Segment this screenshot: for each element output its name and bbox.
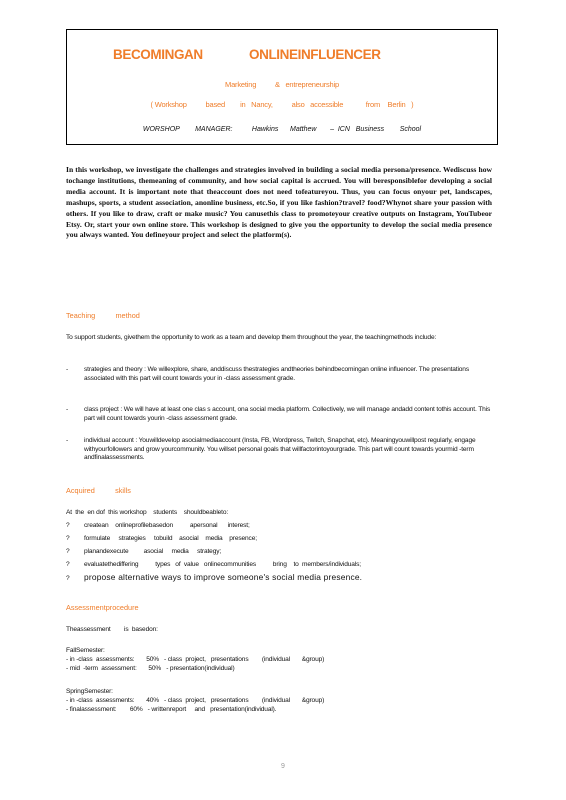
spring-assessment-line: - finalassessment: 60% - writtenreport and presentation(individual). (66, 706, 277, 713)
skill-text: formulate strategies tobuild asocial media presence; (84, 535, 257, 542)
spring-semester-title: SpringSemester: (66, 688, 113, 695)
skill-item (66, 561, 361, 570)
workshop-header-box (66, 29, 498, 145)
bullet-mark: ? (66, 561, 70, 568)
bullet-dash: - (66, 366, 69, 373)
assessment-basis: Theassessment is basedon: (66, 626, 158, 633)
bullet-text: individual account : Youwilldevelop asocialmediaaccount (Insta, FB, Wordpress, Twitch, Snapchat, etc). Meaningyouwillpost regularly, engage withyourfollowers and grow yourcommunity. You willset personal goals that willfactorintoyourgrade. This part will count towards yourmid -term andfinalassessments. (84, 437, 476, 461)
bullet-mark: ? (66, 522, 70, 529)
workshop-manager: WORSHOP MANAGER: Hawkins Matthew – ICN Business School (142, 126, 422, 133)
skill-text: propose alternative ways to improve someone's social media presence. (84, 572, 363, 582)
fall-assessment-line: - in -class assessments: 50% - class project, presentations (individual &group) (66, 656, 325, 663)
skills-intro: At the en dof this workshop students shouldbeableto: (66, 509, 229, 516)
page-number: 9 (281, 763, 285, 770)
skill-text: evaluatethediffering types of value onlinecommunities bring to members/individuals; (84, 561, 361, 568)
bullet-dash: - (66, 406, 69, 413)
bullet-mark: ? (66, 575, 70, 582)
skill-item (66, 548, 221, 557)
skill-text: createan onlineprofilebasedon apersonal interest; (84, 522, 250, 529)
workshop-title (113, 47, 453, 63)
teaching-intro: To support students, givethem the opportunity to work as a team and develop them throughout the year, the teachingmethods include: (66, 334, 437, 341)
acquired-skills-heading: Acquired skills (66, 486, 131, 495)
fall-assessment-line: - mid -term assessment: 50% - presentation(individual) (66, 665, 235, 672)
bullet-mark: ? (66, 535, 70, 542)
skill-item (66, 573, 362, 584)
fall-semester-title: FallSemester: (66, 647, 105, 654)
teaching-bullet-strategies (66, 366, 492, 383)
bullet-text: strategies and theory : We willexplore, share, anddiscuss thestrategies andtheories behindbecomingan online influencer. The presentations associated with this part will count towards your in -class assessment grade. (84, 366, 469, 382)
title-part-1: BECOMINGAN (113, 47, 203, 62)
title-part-2: ONLINEINFLUENCER (249, 47, 381, 62)
teaching-method-heading: Teaching method (66, 311, 140, 320)
assessment-heading: Assessmentprocedure (66, 603, 139, 612)
intro-paragraph: In this workshop, we investigate the challenges and strategies involved in building a social media persona/presence. Wediscuss how tochange institutions, themeaning of community, and how social capital is accrued. You will beresponsiblefor developing a social media account. It is important note that theaccount does not need tofeatureyou. Thus, you can focus onyour pet, landscapes, mashups, sports, a student association, anonline business, etc.So, if you like fashion?travel? food?Whynot share your passion with others. If you like to draw, craft or make music? You canusethis class to promoteyour creative outputs on Instagram, YouTubeor Etsy. Or, start your own online store. This workshop is designed to give you the opportunity to develop the social media presence you always wanted. You defineyour project and select the platform(s). (66, 165, 492, 240)
bullet-dash: - (66, 437, 69, 444)
skill-item (66, 522, 250, 531)
workshop-location: ( Workshop based in Nancy, also accessible from Berlin ) (150, 100, 414, 109)
skill-text: planandexecute asocial media strategy; (84, 548, 222, 555)
workshop-subtitle: Marketing & entrepreneurship (225, 80, 339, 89)
bullet-mark: ? (66, 548, 70, 555)
spring-assessment-line: - in -class assessments: 40% - class project, presentations (individual &group) (66, 697, 325, 704)
skill-item (66, 535, 257, 544)
teaching-bullet-class-project (66, 406, 492, 423)
bullet-text: class project : We will have at least one clas s account, ona social media platform. Collectively, we will manage andadd content tothis account. This part will count towards yourin -class assessment grade. (84, 406, 491, 422)
teaching-bullet-individual-account (66, 437, 492, 463)
